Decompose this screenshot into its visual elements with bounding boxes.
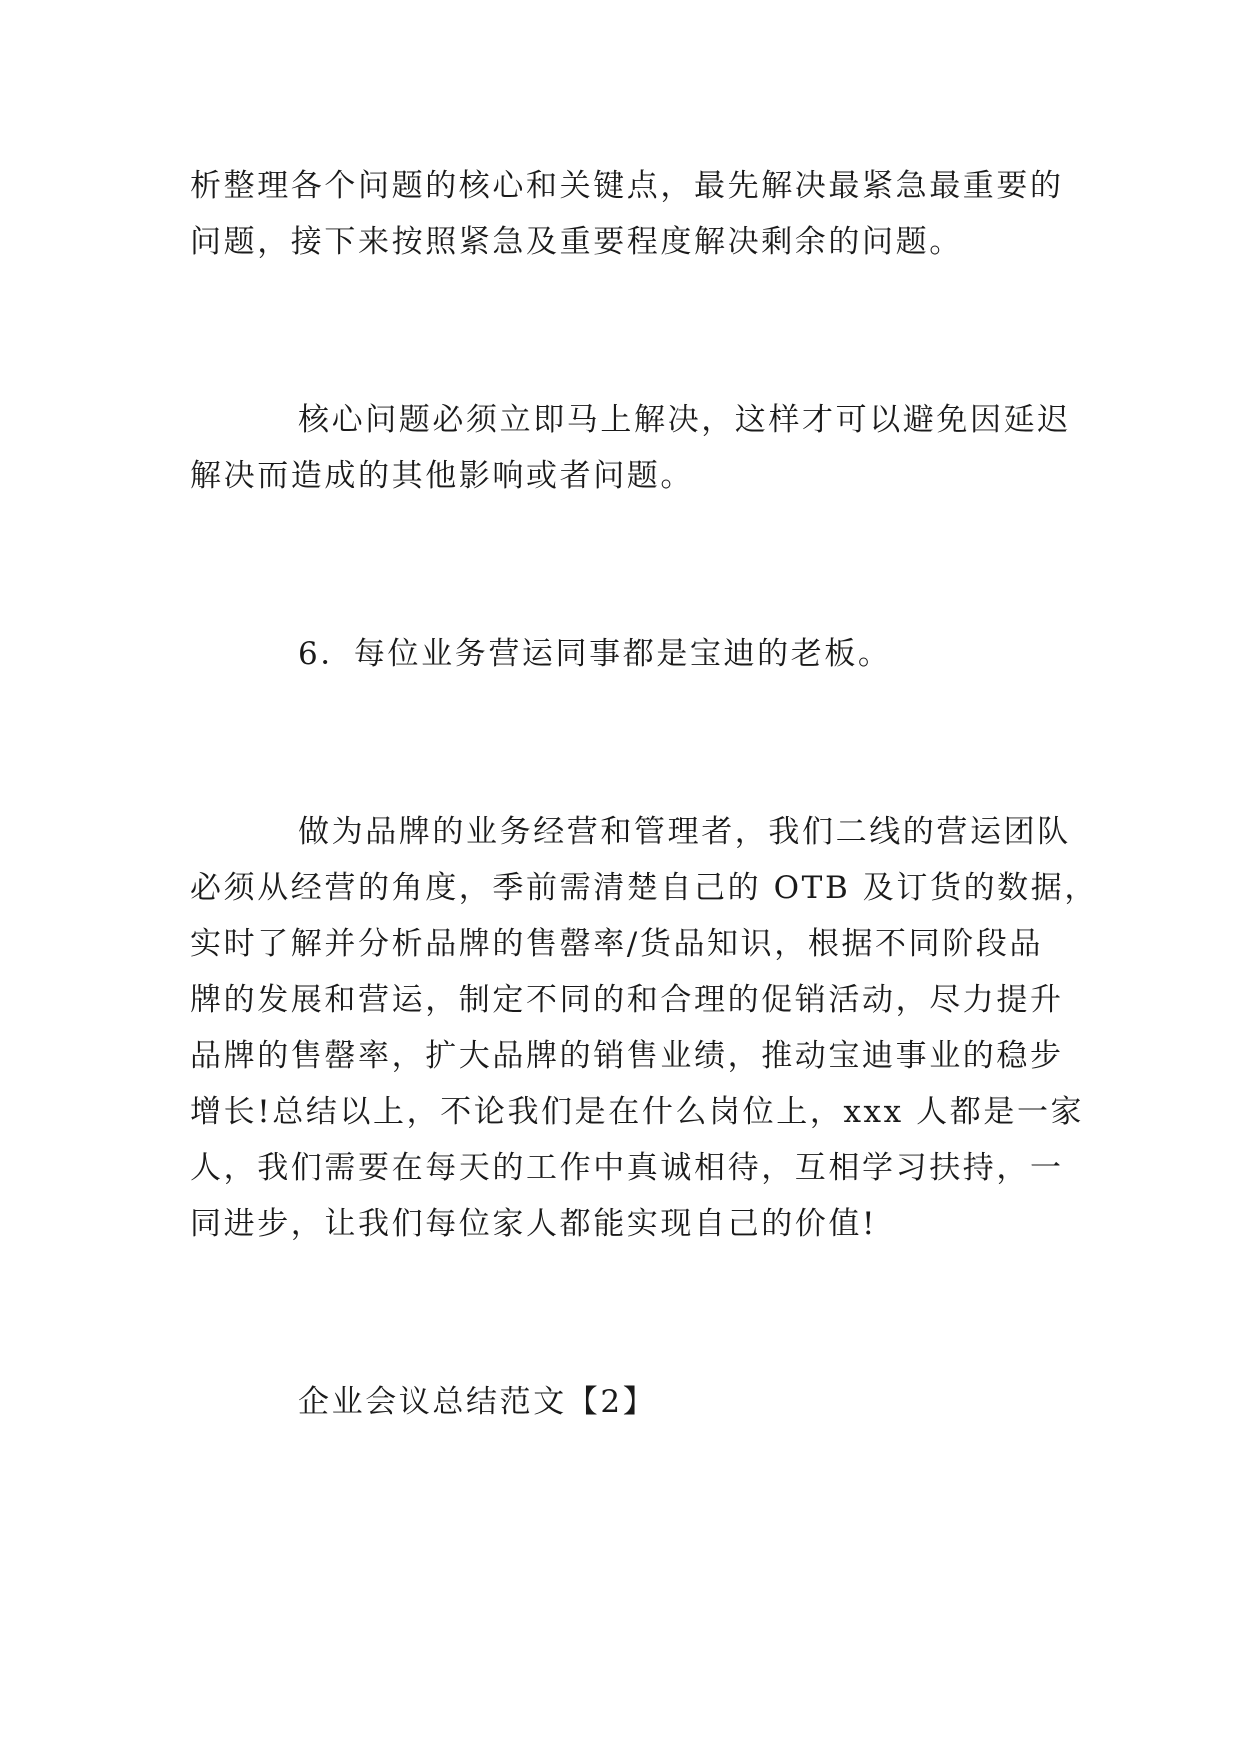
paragraph-line: 同进步，让我们每位家人都能实现自己的价值! bbox=[190, 1206, 878, 1242]
paragraph-line: 问题，接下来按照紧急及重要程度解决剩余的问题。 bbox=[190, 224, 963, 260]
section-title: 企业会议总结范文【2】 bbox=[298, 1384, 657, 1420]
paragraph-line: 增长!总结以上，不论我们是在什么岗位上，xxx 人都是一家 bbox=[190, 1094, 1085, 1130]
paragraph-line: 做为品牌的业务经营和管理者，我们二线的营运团队 bbox=[298, 814, 1071, 850]
paragraph-line: 品牌的售罄率，扩大品牌的销售业绩，推动宝迪事业的稳步 bbox=[190, 1038, 1064, 1074]
paragraph-line: 析整理各个问题的核心和关键点，最先解决最紧急最重要的 bbox=[190, 168, 1064, 204]
paragraph-line: 人，我们需要在每天的工作中真诚相待，互相学习扶持，一 bbox=[190, 1150, 1064, 1186]
paragraph-line: 牌的发展和营运，制定不同的和合理的促销活动，尽力提升 bbox=[190, 982, 1064, 1018]
paragraph-line: 必须从经营的角度，季前需清楚自己的 OTB 及订货的数据， bbox=[190, 870, 1098, 906]
paragraph-line: 核心问题必须立即马上解决，这样才可以避免因延迟 bbox=[298, 402, 1071, 438]
paragraph-line: 实时了解并分析品牌的售罄率/货品知识，根据不同阶段品 bbox=[190, 926, 1044, 962]
paragraph-line: 解决而造成的其他影响或者问题。 bbox=[190, 458, 694, 494]
section-heading: 6．每位业务营运同事都是宝迪的老板。 bbox=[298, 636, 892, 672]
